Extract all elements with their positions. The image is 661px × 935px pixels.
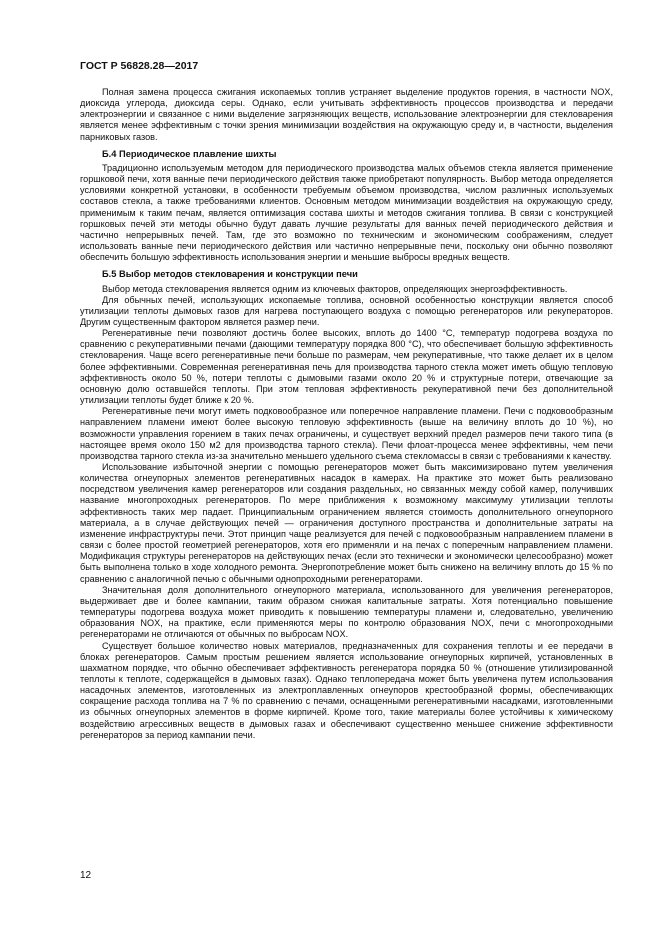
paragraph: Использование избыточной энергии с помощью регенераторов может быть максимизировано путем увеличения количества огнеупорных элементов регенеративных насадок в камерах. На практике это может быть реализовано посредством увеличения камер регенераторов или создания раздельных, но связанных между собой камер, получивших название многопроходных регенераторов. По мере приближения к возможному максимуму утилизации теплоты эффективность таких мер падает. Принципиальным ограничением является стоимость дополнительного огнеупорного материала, а в случае действующих печей — ограничения доступного пространства и дополнительные затраты на изменение инфраструктуры печи. Этот принцип чаще реализуется для печей с подковообразным направлением пламени в связи с более простой геометрией регенераторов, хотя его применяли и на печах с поперечным направлением пламени. Модификация структуры регенераторов на действующих печах (если это технически и экономически целесообразно) может быть выполнена только в ходе холодного ремонта. Энергопотребление может быть снижено на величину вплоть до 15 % по сравнению с аналогичной печью с обычными однопроходными регенераторами.: [80, 462, 613, 584]
paragraph: Регенеративные печи могут иметь подковообразное или поперечное направление пламени. Печи с подковообразным направлением пламени имеют более высокую тепловую эффективность (выше на величину вплоть до 10 %), но возможности управления горением в таких печах ограничены, и существует верхний предел размеров печи такого типа (в настоящее время около 150 м2 для производства тарного стекла). Печи флоат-процесса менее эффективны, чем печи производства тарного стекла из-за значительно меньшего удельного съема стекломассы в связи с требованиями к качеству.: [80, 406, 613, 461]
paragraph: Существует большое количество новых материалов, предназначенных для сохранения теплоты и ее передачи в блоках регенераторов. Самым простым решением является использование огнеупорных кирпичей, установленных в шахматном порядке, что обычно обеспечивает эффективность регенератора порядка 50 % (отношение утилизированной теплоты к теплоте, содержащейся в дымовых газах). Однако теплопередача может быть увеличена путем использования насадочных элементов, изготовленных из электроплавленных огнеупоров крестообразной формы, обеспечивающих сокращение расхода топлива на 7 % по сравнению с печами, оснащенными регенеративными насадками, изготовленными из обычных огнеупорных элементов в форме кирпичей. Кроме того, такие материалы более устойчивы к химическому воздействию агрессивных веществ в дымовых газах и обеспечивают существенно меньшее снижение эффективности регенераторов за период кампании печи.: [80, 640, 613, 740]
document-body: [80, 87, 613, 741]
paragraph: Значительная доля дополнительного огнеупорного материала, использованного для увеличения регенераторов, выдерживает две и более кампании, таким образом снижая капитальные затраты. Хотя потенциально повышение температуры подогрева воздуха может приводить к повышению температуры пламени и, следовательно, увеличению образования NOX, на практике, если применяются меры по контролю образования NOX, печи с многопроходными регенераторами не отличаются от обычных по выбросам NOX.: [80, 584, 613, 640]
section-heading: Б.4 Периодическое плавление шихты: [102, 148, 277, 159]
section-heading: Б.5 Выбор методов стекловарения и конструкции печи: [102, 269, 358, 280]
document-header: ГОСТ Р 56828.28—2017: [80, 60, 199, 72]
paragraph: Регенеративные печи позволяют достичь более высоких, вплоть до 1400 °C, температур подогрева воздуха по сравнению с рекуперативными печами (дающими температуру порядка 800 °C), что обеспечивает большую эффективность стекловарения. Чаще всего регенеративные печи больше по размерам, чем рекуперативные, что также делает их в целом более эффективными. Современная регенеративная печь для производства тарного стекла может иметь общую тепловую эффективность около 50 %, потери теплоты с дымовыми газами около 20 % и структурные потери, отвечающие за основную долю оставшейся теплоты. При этом тепловая эффективность рекуперативной печи без дополнительной утилизации теплоты будет ближе к 20 %.: [80, 328, 613, 406]
paragraph: Выбор метода стекловарения является одним из ключевых факторов, определяющих энергоэффективность.: [102, 283, 568, 294]
paragraph: Для обычных печей, использующих ископаемые топлива, основной особенностью конструкции является способ утилизации теплоты дымовых газов для нагрева поступающего воздуха с помощью регенераторов или рекуператоров. Другим существенным фактором является размер печи.: [80, 294, 613, 327]
page-number: 12: [80, 870, 92, 881]
paragraph: Полная замена процесса сжигания ископаемых топлив устраняет выделение продуктов горения, в частности NOX, диоксида углерода, диоксида серы. Однако, если учитывать эффективность процессов производства и передачи электроэнергии и связанное с ними выделение загрязняющих веществ, использование электроэнергии для стекловарения является менее эффективным с точки зрения минимизации воздействия на окружающую среду и, в частности, выделения парниковых газов.: [80, 87, 613, 142]
paragraph: Традиционно используемым методом для периодического производства малых объемов стекла является применение горшковой печи, хотя ванные печи периодического действия также приобретают популярность. Выбор метода определяется условиями конкретной установки, в особенности требуемым объемом производства, числом различных используемых составов стекла, а также требованиями клиентов. Основным методом минимизации воздействия на окружающую среду, применимым к таким печам, является оптимизация состава шихты и методов сжигания топлива. В связи с конструкцией горшковых печей эти методы обычно будут давать лучшие результаты для ванных печей периодического действия и частично непрерывных печей. Там, где это возможно по техническим и экономическим соображениям, следует использовать ванные печи периодического действия или частично непрерывные печи, поскольку они обычно позволяют обеспечить большую эффективность использования энергии и меньшие выбросы вредных веществ.: [80, 162, 613, 263]
